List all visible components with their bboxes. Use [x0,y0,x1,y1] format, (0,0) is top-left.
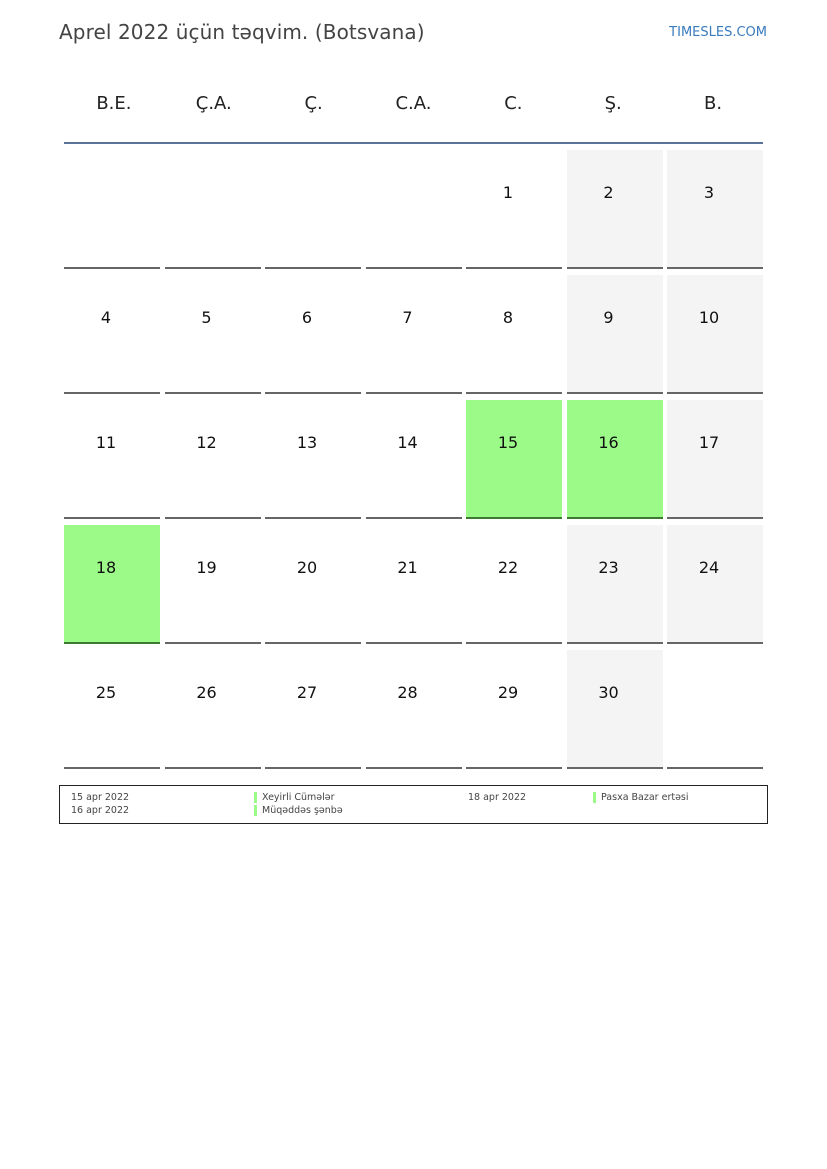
day-cell-background [366,650,462,769]
day-number: 14 [397,433,418,452]
day-number: 27 [296,683,318,702]
day-cell-background [64,400,160,519]
calendar-day-cell [64,269,160,394]
day-number: 9 [603,308,614,327]
day-cell-background [265,650,361,769]
weekday-monday: B.E. [96,93,132,114]
day-number: 29 [497,683,519,702]
day-number: 12 [196,433,217,452]
legend-date: 15 apr 2022 [71,792,130,803]
day-cell-background [667,150,763,269]
day-number: 24 [698,558,720,577]
day-cell-background [466,275,562,394]
calendar-day-cell [466,644,562,769]
calendar-day-cell [667,144,763,269]
calendar-day-cell [165,644,261,769]
calendar-week-row [64,394,763,519]
day-cell-background [466,400,562,519]
calendar-day-cell [567,144,663,269]
day-number: 20 [296,558,318,577]
legend-holiday-name: Pasxa Bazar ertəsi [601,792,689,803]
day-cell-background [165,400,261,519]
day-cell-background [366,400,462,519]
weekday-sunday: B. [704,93,723,114]
legend-date: 18 apr 2022 [468,792,527,803]
day-cell-background [667,400,763,519]
calendar-day-cell [165,269,261,394]
day-number: 17 [698,433,720,452]
calendar-day-cell [567,519,663,644]
day-cell-background [265,400,361,519]
day-cell-background [567,400,663,519]
legend-date: 16 apr 2022 [71,805,130,816]
weekday-friday: C. [504,93,523,114]
day-cell-background [64,650,160,769]
day-number: 1 [502,183,514,202]
weekday-wednesday: Ç. [304,93,323,114]
calendar-week-row [64,644,763,769]
weekday-header [64,80,763,142]
day-cell-background [366,275,462,394]
day-cell-background [466,525,562,644]
day-number: 11 [95,433,117,452]
calendar-day-cell [567,394,663,519]
day-cell-background [567,275,663,394]
calendar-day-cell [64,644,160,769]
calendar-day-cell [64,394,160,519]
calendar-grid [64,144,763,769]
calendar-day-cell [567,644,663,769]
day-cell-background [64,275,160,394]
calendar-day-cell [64,519,160,644]
calendar-day-cell [667,269,763,394]
day-cell-background [567,150,663,269]
day-number: 10 [698,308,720,327]
day-cell-background [165,150,261,269]
calendar-day-cell [165,394,261,519]
day-number: 18 [95,558,117,577]
calendar-day-cell [667,519,763,644]
day-number: 3 [703,183,715,202]
day-number: 6 [301,308,313,327]
day-number: 30 [598,683,619,702]
day-number: 15 [497,433,519,452]
calendar-week-row [64,519,763,644]
day-number: 21 [397,558,418,577]
calendar-empty-cell [64,144,160,269]
calendar-empty-cell [165,144,261,269]
calendar-day-cell [466,269,562,394]
day-number: 28 [397,683,418,702]
day-cell-background [165,525,261,644]
day-cell-background [667,525,763,644]
page-title: Aprel 2022 üçün təqvim. (Botsvana) [59,20,425,44]
day-cell-background [265,150,361,269]
day-number: 2 [603,183,614,202]
day-cell-background [567,525,663,644]
site-link[interactable]: TIMESLES.COM [669,25,767,40]
day-cell-background [165,650,261,769]
legend-color-marker [593,792,596,803]
day-cell-background [667,650,763,769]
day-cell-background [366,525,462,644]
weekday-saturday: Ş. [604,93,622,114]
day-cell-background [64,150,160,269]
day-number: 8 [502,308,514,327]
weekday-thursday: C.A. [395,93,432,114]
calendar-empty-cell [366,144,462,269]
calendar-day-cell [366,644,462,769]
calendar-empty-cell [667,644,763,769]
calendar-day-cell [265,394,361,519]
legend-holiday-name: Müqəddəs şənbə [262,805,343,816]
calendar-day-cell [366,519,462,644]
weekday-tuesday: Ç.A. [195,93,232,114]
calendar-day-cell [567,269,663,394]
calendar-day-cell [667,394,763,519]
calendar-day-cell [366,394,462,519]
holiday-legend [59,785,768,824]
day-number: 5 [201,308,212,327]
calendar-day-cell [466,394,562,519]
day-number: 7 [402,308,413,327]
calendar-day-cell [265,269,361,394]
day-cell-background [466,650,562,769]
calendar-day-cell [265,644,361,769]
legend-color-marker [254,792,257,803]
calendar-day-cell [265,519,361,644]
calendar-week-row [64,269,763,394]
day-cell-background [366,150,462,269]
legend-holiday-name: Xeyirli Cümələr [262,792,335,803]
calendar-day-cell [466,519,562,644]
day-cell-background [64,525,160,644]
day-cell-background [567,650,663,769]
day-cell-background [667,275,763,394]
day-number: 22 [497,558,519,577]
calendar-week-row [64,144,763,269]
day-number: 16 [598,433,619,452]
day-number: 19 [196,558,217,577]
day-number: 26 [196,683,217,702]
calendar-empty-cell [265,144,361,269]
day-cell-background [165,275,261,394]
day-number: 4 [100,308,112,327]
day-cell-background [466,150,562,269]
day-cell-background [265,275,361,394]
calendar-day-cell [466,144,562,269]
day-number: 25 [95,683,117,702]
day-number: 13 [296,433,318,452]
calendar-day-cell [366,269,462,394]
legend-color-marker [254,805,257,816]
day-number: 23 [598,558,619,577]
day-cell-background [265,525,361,644]
calendar-day-cell [165,519,261,644]
